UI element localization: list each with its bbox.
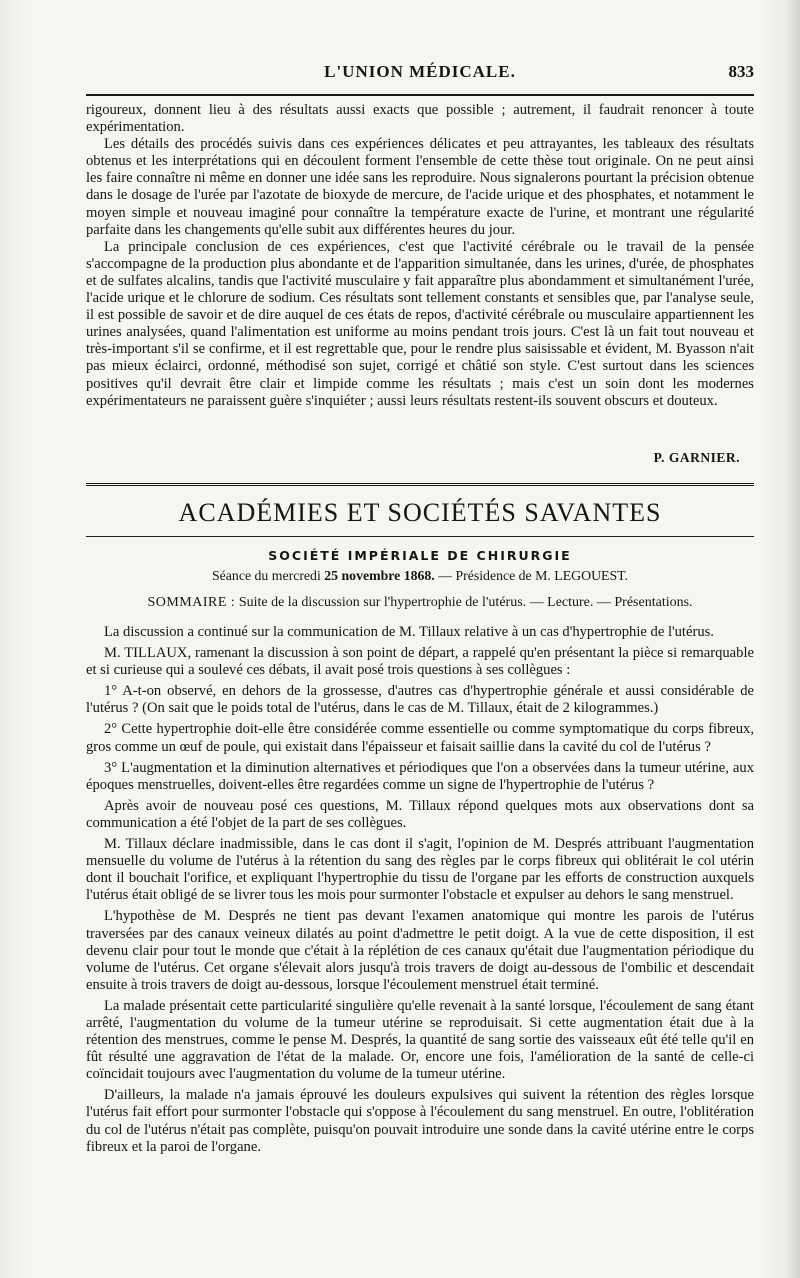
header-rule xyxy=(86,94,754,96)
author-signature: P. GARNIER. xyxy=(653,450,740,465)
speaker-name: M. TILLAUX, xyxy=(104,645,192,662)
summary-label: SOMMAIRE : xyxy=(147,595,236,610)
paragraph: La malade présentait cette particularité singulière qu'elle revenait à la santé lorsque, l'écoulement de sang étant arrêté, l'augmentation du volume de la tumeur utérine se reproduisait. Si cette augmentation était due à la rétention des menstrues, comme le pense M. Després, la quantité de sang sortie des vaisseaux eût été telle qu'il en fût résulté une aggravation de l'état de la malade. Or, encore une fois, l'amélioration de la santé de celle-ci coïncidait toujours avec l'augmentation du volume de la tumeur utérine. xyxy=(86,997,754,1083)
section-separator xyxy=(86,483,754,489)
question-1: 1° A-t-on observé, en dehors de la grossesse, d'autres cas d'hypertrophie générale et aussi considérable de l'utérus ? (On sait que le poids total de l'utérus, dans le cas de M. Tillaux, était de 2 kilogrammes.) xyxy=(86,683,754,717)
session-date: 25 novembre 1868. xyxy=(324,568,435,583)
paragraph: La discussion a continué sur la communication de M. Tillaux relative à un cas d'hypertrophie de l'utérus. xyxy=(104,624,714,640)
society-name: SOCIÉTÉ IMPÉRIALE DE CHIRURGIE xyxy=(268,548,572,563)
paragraph: L'hypothèse de M. Després ne tient pas devant l'examen anatomique qui montre les parois de l'utérus traversées par des canaux veineux dilatés au point d'admettre le petit doigt. A la vue de cette disposition, il est devenu clair pour tout le monde que c'était à la réplétion de ces canaux qu'était due l'augmentation périodique du volume de l'utérus. Cet organe s'élevait alors jusqu'à trois travers de doigt au-dessous de l'ombilic et descendait ensuite à trois travers de doigt au-dessous, lorsque l'écoulement menstruel était terminé. xyxy=(86,908,754,993)
page-number: 833 xyxy=(728,62,754,81)
page-edge-shadow xyxy=(786,0,800,1278)
summary-line xyxy=(86,595,754,611)
article-end xyxy=(86,102,754,410)
session-prefix: Séance du mercredi xyxy=(212,568,321,583)
session-line xyxy=(86,568,754,584)
paragraph xyxy=(86,645,754,679)
discussion-body xyxy=(86,624,754,1160)
paragraph: M. Tillaux déclare inadmissible, dans le cas dont il s'agit, l'opinion de M. Després attribuant l'augmentation mensuelle du volume de l'utérus à la rétention du sang des règles par le corps fibreux qui oblitérait le col utérin dont il bouchait l'orifice, et expliquant l'hypertrophie du tissu de l'organe par les efforts de construction auxquels l'utérus était obligé de se livrer tous les mois pour surmonter l'obstacle et expulser au dehors le sang menstruel. xyxy=(86,836,754,904)
paragraph: D'ailleurs, la malade n'a jamais éprouvé les douleurs expulsives qui suivent la rétention des règles lorsque l'utérus fait effort pour surmonter l'obstacle qui s'oppose à l'écoulement du sang menstruel. En outre, l'oblitération du col de l'utérus n'était pas complète, puisqu'on pouvait introduire une sonde dans la cavité utérine entre le corps fibreux et la paroi de l'organe. xyxy=(86,1087,754,1155)
paragraph: La principale conclusion de ces expériences, c'est que l'activité cérébrale ou le travail de la pensée s'accompagne de la production plus abondante et de l'apparition simultanée, dans les urines, d'urée, de phosphates et de sulfates alcalins, tandis que l'activité musculaire y fait apparaître plus abondamment et simultanément l'urée, l'acide urique et le chlorure de sodium. Ces résultats sont tellement constants et sensibles que, par l'analyse seule, il est possible de savoir et de dire auquel de ces états de repos, d'activité cérébrale ou musculaire appartiennent les urines analysées, quand l'alimentation est uniforme au moins pendant trois jours. C'est là un fait tout nouveau et très-important s'il se confirme, et il est regrettable que, pour le rendre plus saisissable et évident, M. Byasson n'ait pas mieux éclairci, ordonné, méthodisé son sujet, corrigé et châtié son style. C'est surtout dans les sciences positives qu'il devrait être clair et limpide comme les résultats ; mais c'est un soin dont les modernes expérimentateurs ne paraissent guère s'inquiéter ; aussi leurs résultats restent-ils souvent obscurs et douteux. xyxy=(86,238,754,409)
summary-text: Suite de la discussion sur l'hypertrophie de l'utérus. — Lecture. — Présentations. xyxy=(238,595,693,610)
section-title-rule xyxy=(86,536,754,537)
paragraph: Les détails des procédés suivis dans ces expériences délicates et peu attrayantes, les tableaux des résultats obtenus et les interprétations qui en découlent forment l'ensemble de cette thèse tout originale. On ne peut ainsi les faire connaître ni même en donner une idée sans les reproduire. Nous signalerons pourtant la précision obtenue dans le dosage de l'urée par l'azotate de bioxyde de mercure, de l'acide urique et des phosphates, et notamment le moyen simple et nouveau imaginé pour connaître la température exacte de l'urine, et montrant une régularité parfaite dans les changements qu'elle subit aux différentes heures du jour. xyxy=(86,136,754,238)
question-2: 2° Cette hypertrophie doit-elle être considérée comme essentielle ou comme symptomatique du corps fibreux, gros comme un œuf de poule, qui existait dans l'épaisseur et faisait saillie dans la cavité du col de l'utérus ? xyxy=(86,721,754,755)
paragraph-text: ramenant la discussion à son point de départ, a rappelé qu'en présentant la pièce si remarquable et si curieuse qui a soulevé ces débats, il avait posé trois questions à ses collègues : xyxy=(86,645,754,679)
paragraph: Après avoir de nouveau posé ces questions, M. Tillaux répond quelques mots aux observations dont sa communication a été l'objet de la part de ses collègues. xyxy=(86,797,754,831)
page-header xyxy=(86,62,754,88)
section-title: ACADÉMIES ET SOCIÉTÉS SAVANTES xyxy=(178,498,662,527)
paragraph: rigoureux, donnent lieu à des résultats aussi exacts que possible ; autrement, il faudrait renoncer à toute expérimentation. xyxy=(86,102,754,136)
journal-title: L'UNION MÉDICALE. xyxy=(324,62,516,81)
session-presidency: — Présidence de M. LEGOUEST. xyxy=(438,568,628,583)
question-3: 3° L'augmentation et la diminution alternatives et périodiques que l'on a observées dans la tumeur utérine, aux époques menstruelles, doivent-elles être regardées comme un signe de l'hypertrophie de l'utérus ? xyxy=(86,759,754,793)
